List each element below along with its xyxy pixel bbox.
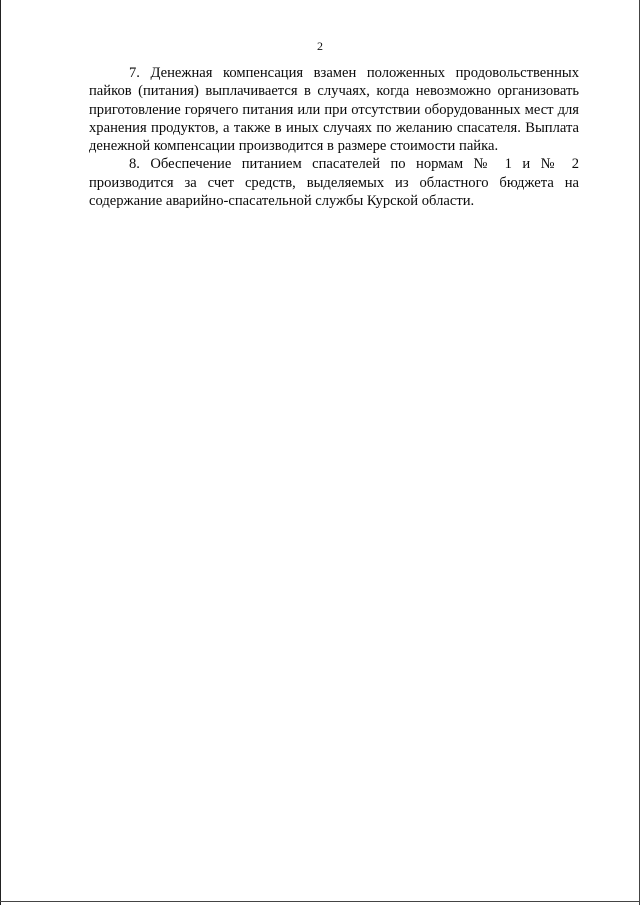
document-body xyxy=(89,64,579,210)
paragraph-8: 8. Обеспечение питанием спасателей по нормам № 1 и № 2 производится за счет средств, выделяемых из областного бюджета на содержание аварийно-спасательной службы Курской области. xyxy=(89,156,579,210)
scan-edge-left xyxy=(0,0,1,905)
page-number: 2 xyxy=(317,39,323,53)
paragraph-7: 7. Денежная компенсация взамен положенных продовольственных пайков (питания) выплачивается в случаях, когда невозможно организовать приготовление горячего питания или при отсутствии оборудованных мест для хранения продуктов, а также в иных случаях по желанию спасателя. Выплата денежной компенсации производится в размере стоимости пайка. xyxy=(89,65,579,155)
scan-edge-bottom xyxy=(0,901,640,902)
